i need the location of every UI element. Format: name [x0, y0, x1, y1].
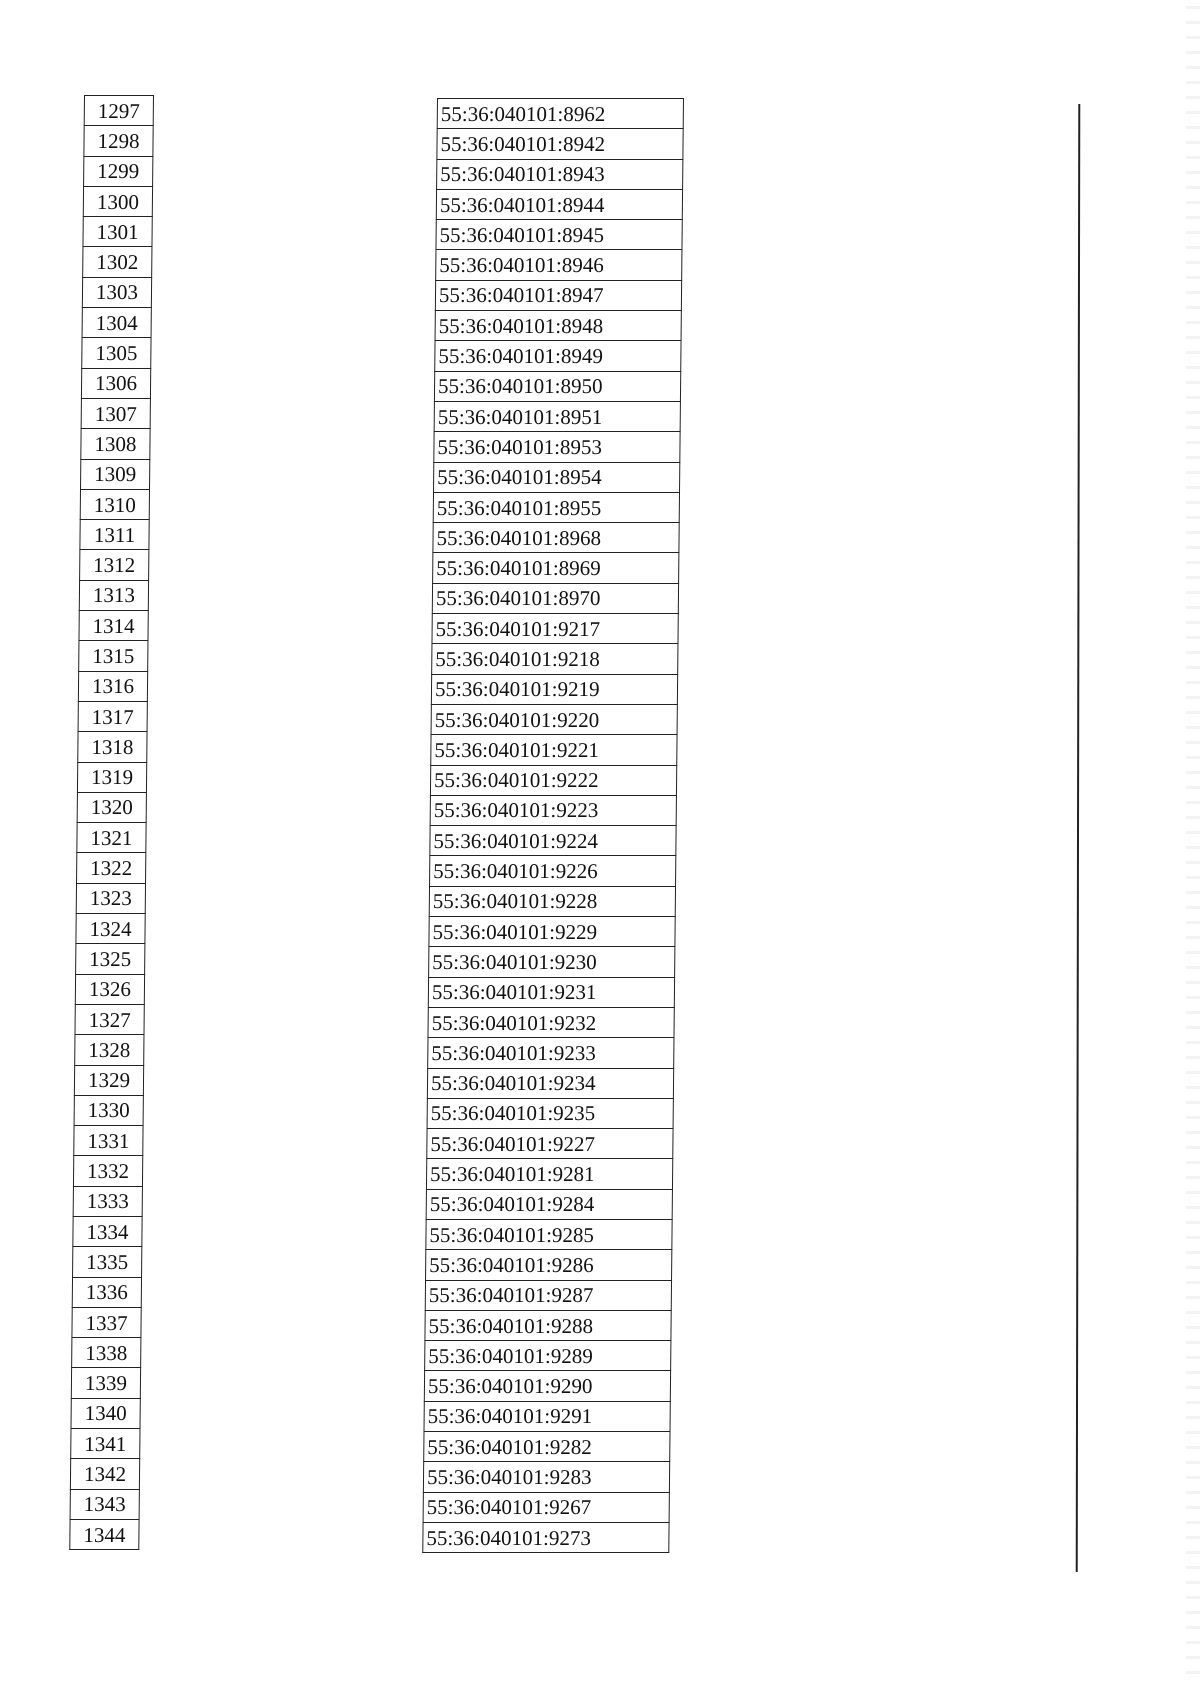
- table-row: [83, 186, 152, 216]
- table-row: [429, 886, 675, 916]
- row-number-cell: 1300: [83, 186, 152, 216]
- row-number-cell: 1322: [77, 853, 146, 883]
- row-number-cell: 1311: [80, 520, 149, 550]
- cadastral-number-cell: 55:36:040101:9233: [428, 1038, 674, 1068]
- row-number-cell: 1333: [73, 1186, 142, 1216]
- row-number-cell: 1313: [79, 580, 148, 610]
- table-row: [75, 1035, 144, 1065]
- table-row: [77, 762, 146, 792]
- table-row: [426, 1250, 672, 1280]
- cadastral-number-cell: 55:36:040101:8968: [433, 523, 679, 553]
- cadastral-number-cell: 55:36:040101:9267: [423, 1492, 669, 1522]
- table-row: [75, 1004, 144, 1034]
- row-number-cell: 1320: [77, 792, 146, 822]
- cadastral-number-cell: 55:36:040101:9223: [430, 795, 676, 825]
- cadastral-number-cell: 55:36:040101:9228: [429, 886, 675, 916]
- cadastral-number-cell: 55:36:040101:9222: [430, 765, 676, 795]
- row-number-cell: 1340: [71, 1398, 140, 1428]
- row-number-list: [70, 96, 154, 1550]
- cadastral-number-cell: 55:36:040101:8953: [434, 432, 680, 462]
- table-row: [435, 311, 681, 341]
- row-number-cell: 1306: [81, 368, 150, 398]
- cadastral-number-cell: 55:36:040101:9290: [424, 1371, 670, 1401]
- cadastral-number-cell: 55:36:040101:9219: [431, 674, 677, 704]
- table-row: [436, 220, 682, 250]
- cadastral-number-cell: 55:36:040101:9285: [426, 1219, 672, 1249]
- table-row: [79, 611, 148, 641]
- table-row: [426, 1189, 672, 1219]
- cadastral-number-cell: 55:36:040101:9231: [428, 977, 674, 1007]
- cadastral-number-cell: 55:36:040101:8945: [436, 220, 682, 250]
- cadastral-number-cell: 55:36:040101:9227: [427, 1129, 673, 1159]
- table-row: [432, 614, 678, 644]
- table-row: [83, 217, 152, 247]
- cadastral-number-cell: 55:36:040101:9218: [432, 644, 678, 674]
- table-row: [429, 917, 675, 947]
- table-row: [80, 489, 149, 519]
- table-row: [424, 1432, 670, 1462]
- cadastral-number-cell: 55:36:040101:8970: [432, 583, 678, 613]
- table-row: [426, 1159, 672, 1189]
- cadastral-number-cell: 55:36:040101:8962: [437, 99, 683, 129]
- table-row: [428, 977, 674, 1007]
- table-row: [437, 159, 683, 189]
- row-number-cell: 1337: [72, 1307, 141, 1337]
- right-border-line: [1076, 104, 1081, 1572]
- table-row: [82, 277, 151, 307]
- cadastral-number-cell: 55:36:040101:8948: [435, 311, 681, 341]
- cadastral-number-cell: 55:36:040101:9287: [425, 1280, 671, 1310]
- table-row: [426, 1219, 672, 1249]
- table-row: [71, 1429, 140, 1459]
- table-row: [427, 1068, 673, 1098]
- cadastral-number-cell: 55:36:040101:9230: [429, 947, 675, 977]
- scan-edge-artifact: [1186, 0, 1200, 1686]
- row-number-cell: 1314: [79, 611, 148, 641]
- cadastral-number-cell: 55:36:040101:9234: [427, 1068, 673, 1098]
- table-row: [77, 853, 146, 883]
- row-number-cell: 1328: [75, 1035, 144, 1065]
- table-row: [432, 583, 678, 613]
- table-row: [433, 492, 679, 522]
- table-row: [431, 704, 677, 734]
- table-row: [436, 189, 682, 219]
- table-row: [70, 1489, 139, 1519]
- row-number-cell: 1339: [71, 1368, 140, 1398]
- table-row: [434, 432, 680, 462]
- cadastral-number-cell: 55:36:040101:8951: [434, 401, 680, 431]
- row-number-cell: 1344: [70, 1519, 139, 1549]
- table-row: [81, 459, 150, 489]
- table-row: [430, 795, 676, 825]
- row-number-cell: 1310: [80, 489, 149, 519]
- table-row: [74, 1126, 143, 1156]
- table-row: [427, 1098, 673, 1128]
- table-row: [79, 580, 148, 610]
- row-number-cell: 1325: [76, 944, 145, 974]
- table-row: [78, 671, 147, 701]
- row-number-cell: 1321: [77, 823, 146, 853]
- table-row: [73, 1186, 142, 1216]
- row-number-cell: 1335: [73, 1247, 142, 1277]
- row-number-cell: 1302: [83, 247, 152, 277]
- table-row: [428, 1007, 674, 1037]
- cadastral-number-list: [423, 99, 684, 1553]
- table-row: [84, 126, 153, 156]
- table-row: [430, 826, 676, 856]
- table-row: [70, 1519, 139, 1549]
- row-number-cell: 1317: [78, 701, 147, 731]
- cadastral-number-cell: 55:36:040101:8947: [435, 280, 681, 310]
- cadastral-number-cell: 55:36:040101:9289: [425, 1341, 671, 1371]
- table-row: [434, 401, 680, 431]
- table-row: [72, 1277, 141, 1307]
- table-row: [431, 674, 677, 704]
- row-number-cell: 1319: [77, 762, 146, 792]
- row-number-cell: 1329: [74, 1065, 143, 1095]
- row-number-cell: 1327: [75, 1004, 144, 1034]
- table-row: [427, 1129, 673, 1159]
- row-number-cell: 1315: [79, 641, 148, 671]
- cadastral-number-cell: 55:36:040101:8969: [433, 553, 679, 583]
- table-row: [76, 914, 145, 944]
- table-row: [79, 641, 148, 671]
- cadastral-number-cell: 55:36:040101:8950: [434, 371, 680, 401]
- table-row: [84, 156, 153, 186]
- table-row: [430, 765, 676, 795]
- cadastral-number-cell: 55:36:040101:9273: [423, 1522, 669, 1552]
- cadastral-number-cell: 55:36:040101:9282: [424, 1432, 670, 1462]
- cadastral-number-cell: 55:36:040101:9284: [426, 1189, 672, 1219]
- table-row: [76, 883, 145, 913]
- row-number-cell: 1332: [73, 1156, 142, 1186]
- table-row: [77, 792, 146, 822]
- table-row: [73, 1247, 142, 1277]
- table-row: [437, 129, 683, 159]
- row-number-cell: 1309: [81, 459, 150, 489]
- row-number-cell: 1307: [81, 398, 150, 428]
- cadastral-number-cell: 55:36:040101:9291: [424, 1401, 670, 1431]
- cadastral-number-cell: 55:36:040101:9286: [426, 1250, 672, 1280]
- row-number-cell: 1308: [81, 429, 150, 459]
- cadastral-number-cell: 55:36:040101:9281: [426, 1159, 672, 1189]
- row-number-cell: 1303: [82, 277, 151, 307]
- row-number-cell: 1297: [84, 96, 153, 126]
- table-row: [72, 1307, 141, 1337]
- row-number-cell: 1298: [84, 126, 153, 156]
- table-row: [78, 701, 147, 731]
- table-row: [73, 1216, 142, 1246]
- cadastral-number-cell: 55:36:040101:9235: [427, 1098, 673, 1128]
- table-row: [425, 1310, 671, 1340]
- table-row: [425, 1341, 671, 1371]
- row-number-cell: 1336: [72, 1277, 141, 1307]
- table-row: [424, 1371, 670, 1401]
- row-number-cell: 1312: [80, 550, 149, 580]
- table-row: [434, 462, 680, 492]
- row-number-cell: 1331: [74, 1126, 143, 1156]
- table-row: [84, 96, 153, 126]
- cadastral-number-cell: 55:36:040101:9224: [430, 826, 676, 856]
- table-row: [78, 732, 147, 762]
- table-row: [435, 280, 681, 310]
- row-number-cell: 1301: [83, 217, 152, 247]
- row-number-cell: 1323: [76, 883, 145, 913]
- cadastral-number-cell: 55:36:040101:9226: [430, 856, 676, 886]
- table-row: [433, 523, 679, 553]
- table-row: [423, 1492, 669, 1522]
- table-row: [75, 974, 144, 1004]
- row-number-cell: 1299: [84, 156, 153, 186]
- table-row: [431, 735, 677, 765]
- row-number-column: [69, 95, 154, 1550]
- table-row: [71, 1398, 140, 1428]
- table-row: [433, 553, 679, 583]
- table-row: [425, 1280, 671, 1310]
- cadastral-number-cell: 55:36:040101:8954: [434, 462, 680, 492]
- table-row: [73, 1156, 142, 1186]
- row-number-cell: 1334: [73, 1216, 142, 1246]
- table-row: [428, 1038, 674, 1068]
- table-row: [435, 341, 681, 371]
- row-number-cell: 1338: [72, 1338, 141, 1368]
- table-row: [423, 1462, 669, 1492]
- cadastral-number-cell: 55:36:040101:8955: [433, 492, 679, 522]
- table-row: [80, 520, 149, 550]
- cadastral-number-cell: 55:36:040101:9232: [428, 1007, 674, 1037]
- table-row: [71, 1368, 140, 1398]
- table-row: [72, 1338, 141, 1368]
- table-row: [436, 250, 682, 280]
- cadastral-number-cell: 55:36:040101:8943: [437, 159, 683, 189]
- cadastral-number-cell: 55:36:040101:9220: [431, 704, 677, 734]
- row-number-cell: 1316: [78, 671, 147, 701]
- table-row: [80, 550, 149, 580]
- row-number-cell: 1343: [70, 1489, 139, 1519]
- table-row: [77, 823, 146, 853]
- cadastral-number-column: [422, 98, 684, 1553]
- cadastral-number-cell: 55:36:040101:9288: [425, 1310, 671, 1340]
- row-number-cell: 1324: [76, 914, 145, 944]
- cadastral-number-cell: 55:36:040101:9229: [429, 917, 675, 947]
- table-row: [82, 338, 151, 368]
- cadastral-number-cell: 55:36:040101:8946: [436, 250, 682, 280]
- row-number-cell: 1305: [82, 338, 151, 368]
- table-row: [81, 429, 150, 459]
- table-row: [83, 247, 152, 277]
- table-row: [430, 856, 676, 886]
- table-row: [70, 1459, 139, 1489]
- table-row: [74, 1095, 143, 1125]
- cadastral-number-cell: 55:36:040101:8944: [436, 189, 682, 219]
- table-row: [74, 1065, 143, 1095]
- table-row: [423, 1522, 669, 1552]
- table-row: [434, 371, 680, 401]
- table-row: [81, 398, 150, 428]
- row-number-cell: 1318: [78, 732, 147, 762]
- cadastral-number-cell: 55:36:040101:8949: [435, 341, 681, 371]
- table-row: [81, 368, 150, 398]
- cadastral-number-cell: 55:36:040101:9221: [431, 735, 677, 765]
- table-row: [429, 947, 675, 977]
- table-row: [432, 644, 678, 674]
- table-row: [424, 1401, 670, 1431]
- table-row: [437, 99, 683, 129]
- row-number-cell: 1304: [82, 308, 151, 338]
- cadastral-number-cell: 55:36:040101:9283: [423, 1462, 669, 1492]
- table-row: [82, 308, 151, 338]
- row-number-cell: 1330: [74, 1095, 143, 1125]
- table-row: [76, 944, 145, 974]
- row-number-cell: 1341: [71, 1429, 140, 1459]
- row-number-cell: 1342: [70, 1459, 139, 1489]
- cadastral-number-cell: 55:36:040101:9217: [432, 614, 678, 644]
- row-number-cell: 1326: [75, 974, 144, 1004]
- cadastral-number-cell: 55:36:040101:8942: [437, 129, 683, 159]
